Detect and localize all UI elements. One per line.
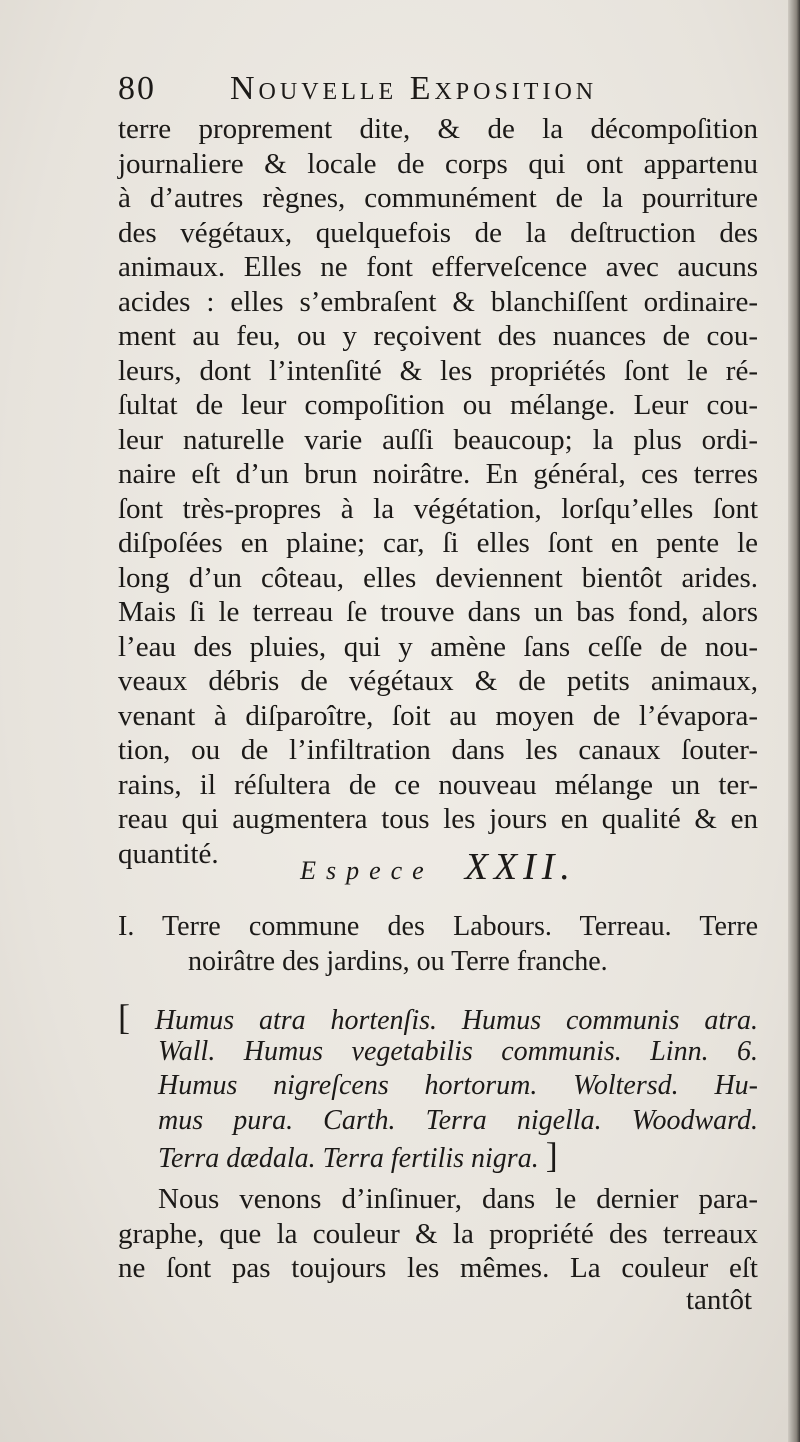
text-line: terre proprement dite, & de la décompoſition xyxy=(118,113,758,145)
catchword: tantôt xyxy=(685,1284,752,1316)
item-entry xyxy=(118,910,758,979)
page-number: 80 xyxy=(118,70,156,107)
close-bracket: ] xyxy=(545,1135,558,1175)
item-title-line: noirâtre des jardins, ou Terre franche. xyxy=(188,945,608,977)
text-line: graphe, que la couleur & la propriété des terreaux xyxy=(118,1217,758,1250)
text-line: rains, il réſultera de ce nouveau mélange un ter- xyxy=(118,768,758,801)
text-line: quantité. xyxy=(118,837,219,870)
text-line: acides : elles s’embraſent & blanchiſſent ordinaire- xyxy=(118,285,758,318)
text-line: venant à diſparoître, ſoit au moyen de l’évapora- xyxy=(118,699,758,732)
synonym-line xyxy=(118,997,758,1037)
synonym-text: Terra dædala. Terra fertilis nigra. xyxy=(158,1143,539,1174)
text-line: diſpoſées en plaine; car, ſi elles ſont en pente le xyxy=(118,527,758,559)
text-line: ſont très-propres à la végétation, lorſqu’elles ſont xyxy=(118,492,758,525)
body-text xyxy=(118,112,758,871)
synonym-text: Humus atra hortenſis. Humus communis atra. xyxy=(154,1005,758,1036)
text-line: reau qui augmentera tous les jours en qualité & en xyxy=(118,803,758,835)
text-line: leurs, dont l’intenſité & les propriétés ſont le ré- xyxy=(118,354,758,387)
text-line: ment au feu, ou y reçoivent des nuances de cou- xyxy=(118,320,758,352)
text-line: animaux. Elles ne font efferveſcence avec aucuns xyxy=(118,251,758,283)
text-line: des végétaux, quelquefois de la deſtruction des xyxy=(118,216,758,249)
page-edge-shadow xyxy=(788,0,800,1442)
synonyms-block xyxy=(118,997,758,1175)
text-line: ne ſont pas toujours les mêmes. La couleur eſt xyxy=(118,1252,758,1284)
text-line: à d’autres règnes, communément de la pourriture xyxy=(118,182,758,214)
section-numeral: XXII. xyxy=(464,846,576,888)
paragraph xyxy=(118,1182,758,1286)
synonym-line: Wall. Humus vegetabilis communis. Linn. 6. xyxy=(158,1035,758,1067)
text-line: naire eſt d’un brun noirâtre. En général, ces terres xyxy=(118,458,758,490)
section-label: Espece xyxy=(300,856,434,885)
synonym-line: Humus nigreſcens hortorum. Woltersd. Hu- xyxy=(158,1070,758,1101)
text-line: Nous venons d’inſinuer, dans le dernier para- xyxy=(158,1183,758,1215)
text-line: ſultat de leur compoſition ou mélange. Leur cou- xyxy=(118,389,758,421)
item-title-line: I. Terre commune des Labours. Terreau. Terre xyxy=(118,911,758,942)
running-head xyxy=(118,70,678,114)
text-line: tion, ou de l’infiltration dans les canaux ſouter- xyxy=(118,734,758,766)
text-line: journaliere & locale de corps qui ont appartenu xyxy=(118,147,758,180)
text-line: leur naturelle varie auſſi beaucoup; la plus ordi- xyxy=(118,423,758,456)
running-title: Nouvelle Exposition xyxy=(230,70,598,107)
text-line: long d’un côteau, elles deviennent bientôt arides. xyxy=(118,561,758,594)
text-line: l’eau des pluies, qui y amène ſans ceſſe de nou- xyxy=(118,630,758,663)
text-line: Mais ſi le terreau ſe trouve dans un bas fond, alors xyxy=(118,596,758,628)
open-bracket: [ xyxy=(118,997,130,1037)
synonym-line: mus pura. Carth. Terra nigella. Woodward. xyxy=(158,1104,758,1136)
synonym-line xyxy=(118,1135,758,1175)
section-heading xyxy=(118,842,758,892)
text-line: veaux débris de végétaux & de petits animaux, xyxy=(118,665,758,697)
